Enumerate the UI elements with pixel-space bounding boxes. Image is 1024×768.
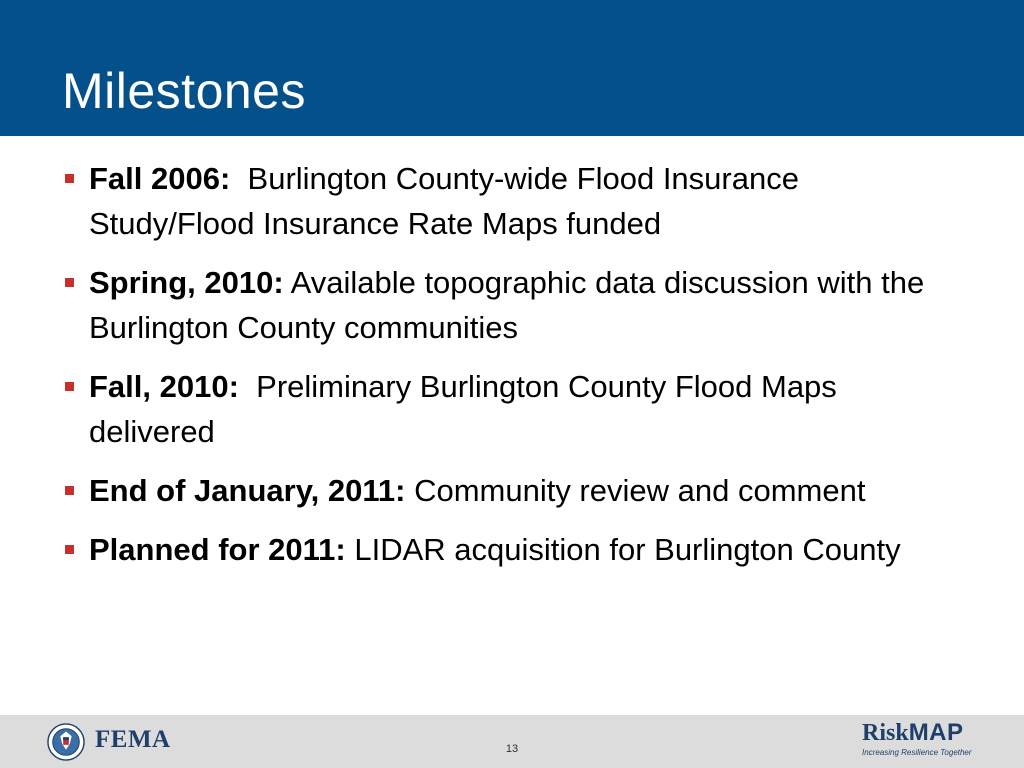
riskmap-tagline: Increasing Resilience Together — [862, 748, 972, 757]
milestone-date: Fall, 2010: — [89, 369, 239, 404]
milestone-description: Available topographic data discussion with the Burlington County communities — [89, 265, 925, 345]
square-bullet-icon — [65, 382, 74, 391]
milestone-date: End of January, 2011: — [89, 473, 406, 508]
fema-logo: FEMA — [95, 726, 171, 753]
riskmap-risk: Risk — [862, 720, 909, 746]
dhs-seal-icon — [47, 723, 85, 761]
milestone-date: Fall 2006: — [89, 161, 231, 196]
title-bar — [0, 0, 1024, 136]
milestone-description: Burlington County-wide Flood Insurance Study/Flood Insurance Rate Maps funded — [89, 161, 799, 241]
riskmap-logo — [862, 721, 972, 757]
square-bullet-icon — [65, 174, 74, 183]
square-bullet-icon — [65, 278, 74, 287]
page-number: 13 — [505, 743, 519, 755]
milestone-list — [0, 156, 1024, 586]
milestone-description: LIDAR acquisition for Burlington County — [354, 532, 901, 567]
milestone-item — [0, 527, 1024, 572]
milestone-item — [0, 468, 1024, 513]
square-bullet-icon — [65, 545, 74, 554]
square-bullet-icon — [65, 486, 74, 495]
milestone-description: Community review and comment — [414, 473, 866, 508]
milestone-item — [0, 260, 1024, 350]
slide-title: Milestones — [62, 63, 306, 119]
slide-footer — [0, 715, 1024, 768]
milestone-date: Planned for 2011: — [89, 532, 346, 567]
milestone-description: Preliminary Burlington County Flood Maps delivered — [89, 369, 837, 449]
milestone-item — [0, 364, 1024, 454]
milestone-date: Spring, 2010: — [89, 265, 284, 300]
milestone-item — [0, 156, 1024, 246]
riskmap-map: MAP — [908, 719, 964, 746]
